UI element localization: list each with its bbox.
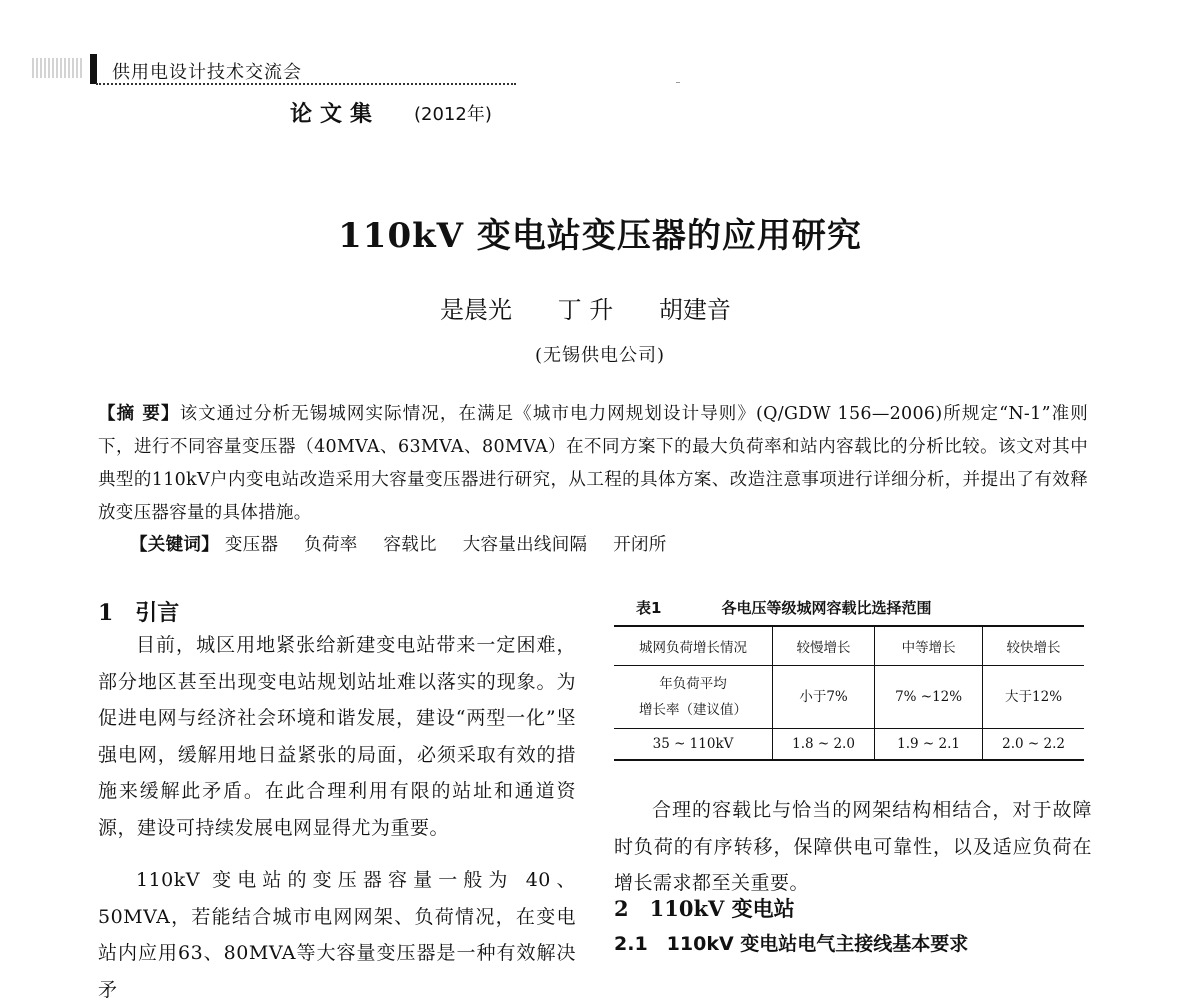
body-paragraph: 目前，城区用地紧张给新建变电站带来一定困难，部分地区甚至出现变电站规划站址难以落实的现象。为促进电网与经济社会环境和谐发展，建设“两型一化”坚强电网，缓解用地日益紧张的局面，必须采取有效的措施来缓解此矛盾。在此合理利用有限的站址和通道资源，建设可持续发展电网显得尤为重要。 [98, 634, 576, 839]
section-heading-1: 1 引言 [98, 600, 180, 626]
table-number: 表1 [636, 599, 662, 617]
section-heading-2: 2 110kV 变电站 [614, 896, 795, 921]
proceedings-title: 论文集 [290, 101, 381, 127]
subsection-heading-2-1: 2.1 110kV 变电站电气主接线基本要求 [614, 933, 969, 955]
author: 胡建音 [658, 296, 731, 324]
table-header-cell: 中等增长 [875, 626, 983, 666]
author-list [440, 290, 769, 325]
capacity-ratio-table [614, 625, 1084, 761]
affiliation: (无锡供电公司) [534, 345, 666, 366]
abstract-text: 该文通过分析无锡城网实际情况，在满足《城市电力网规划设计导则》(Q/GDW 156—2006)所规定“N-1”准则下，进行不同容量变压器（40MVA、63MVA、80MVA）在不同方案下的最大负荷率和站内容载比的分析比较。该文对其中典型的110kV户内变电站改造采用大容量变压器进行研究，从工程的具体方案、改造注意事项进行详细分析，并提出了有效释放变压器容量的具体措施。 [98, 404, 1089, 523]
keyword: 大容量出线间隔 [462, 535, 588, 555]
table-caption [636, 597, 931, 618]
keywords-label: 【关键词】 [130, 535, 219, 555]
header-rule [96, 83, 516, 85]
table-cell: 1.8 ~ 2.0 [773, 729, 875, 761]
author: 丁 升 [557, 296, 614, 324]
table-cell-line: 年负荷平均 [659, 676, 727, 692]
table-cell: 小于7% [773, 666, 875, 729]
keyword: 变压器 [224, 535, 279, 555]
proceedings-year: (2012年) [414, 104, 492, 125]
keyword: 容载比 [383, 535, 437, 555]
table-header-cell: 较快增长 [983, 626, 1084, 666]
header-bar-mark [90, 54, 97, 84]
table-cell [614, 666, 773, 729]
table-cell: 7% ~12% [875, 666, 983, 729]
keywords [130, 531, 687, 556]
table-cell: 35 ~ 110kV [652, 736, 734, 752]
abstract [98, 398, 1088, 530]
body-paragraph: 合理的容载比与恰当的网架结构相结合，对于故障时负荷的有序转移，保障供电可靠性，以及适应负荷在增长需求都至关重要。 [614, 799, 1092, 895]
table-cell-line: 增长率（建议值） [639, 702, 747, 718]
table-cell: 大于12% [983, 666, 1084, 729]
table-row [614, 729, 1084, 761]
keyword: 负荷率 [304, 535, 358, 555]
author: 是晨光 [440, 296, 512, 324]
paper-title: 110kV 变电站变压器的应用研究 [338, 216, 862, 256]
scan-dot [676, 82, 680, 83]
keyword: 开闭所 [613, 535, 667, 555]
table-header-cell: 较慢增长 [773, 626, 875, 666]
body-paragraph: 110kV 变电站的变压器容量一般为 40、50MVA，若能结合城市电网网架、负荷情况，在变电站内应用63、80MVA等大容量变压器是一种有效解决矛 [98, 869, 576, 1001]
table-cell: 1.9 ~ 2.1 [875, 729, 983, 761]
table-cell: 2.0 ~ 2.2 [983, 729, 1084, 761]
table-row [614, 666, 1084, 729]
table-header-cell: 城网负荷增长情况 [614, 626, 773, 666]
abstract-label: 【摘 要】 [98, 404, 180, 424]
conference-name: 供用电设计技术交流会 [112, 62, 302, 83]
scan-artifact [32, 58, 84, 78]
table-title: 各电压等级城网容载比选择范围 [721, 599, 932, 617]
